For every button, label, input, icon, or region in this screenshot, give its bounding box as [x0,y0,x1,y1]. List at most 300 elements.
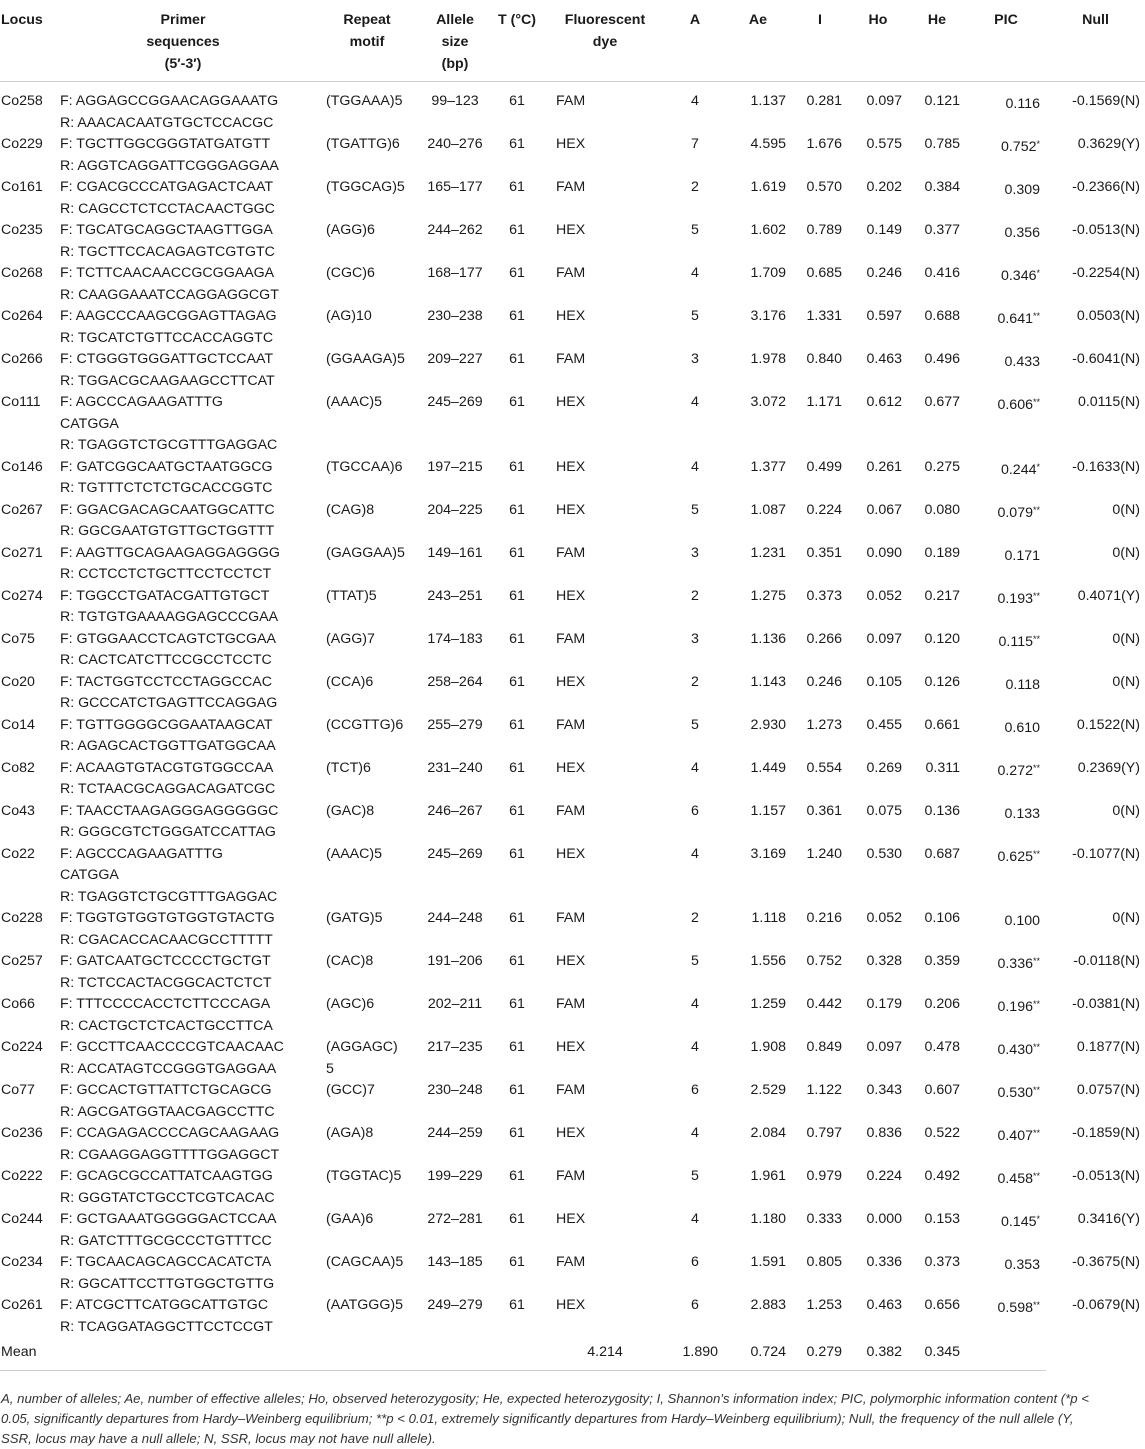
locus-cell: Co266 [1,351,43,367]
header-he: He [908,0,966,82]
primer-line: F: TACTGGTCCTCCTAGGCCAC [60,673,273,690]
null-allele-cell: 0.1522(N) [1076,716,1140,733]
primer-line: R: GGGTATCTGCCTCGTCACAC [60,1189,275,1206]
primer-cell [52,349,314,392]
motif-line: (GAGGAA)5 [326,544,405,561]
header-ho: Ho [848,0,908,82]
i-cell: 0.224 [806,501,842,518]
ho-cell: 0.530 [866,845,902,862]
motif-line: (TGGTAC)5 [326,1168,402,1184]
table-row [0,263,1145,306]
pic-value: 0.145 [1000,1214,1037,1230]
primer-cell [52,543,314,586]
a-cell: 7 [691,136,699,152]
empty-cell [52,1338,314,1370]
table-row [0,543,1145,586]
primer-cell [52,1295,314,1338]
null-allele-cell: 0(N) [1112,802,1140,819]
primer-line: F: GGACGACAGCAATGGCATTC [60,501,275,518]
ae-cell: 3.072 [750,394,786,410]
significance-marker: * [1036,461,1040,472]
table-row [0,220,1145,263]
primer-line: R: CAAGGAAATCCAGGAGGCGT [60,286,279,303]
locus-cell: Co236 [1,1125,43,1141]
header-temp: T (°C) [490,0,544,82]
pic-cell [966,1123,1046,1166]
dye-cell: FAM [556,630,586,647]
motif-cell [314,392,420,457]
primer-cell [52,672,314,715]
primer-line: F: TGCTTGGCGGGTATGATGTT [60,136,271,152]
ae-cell: 1.275 [750,587,786,604]
primer-line: F: AGCCCAGAAGATTTG [60,845,223,862]
a-cell: 4 [691,1125,699,1141]
motif-line: (TTAT)5 [326,587,377,604]
null-allele-cell: -0.0513(N) [1072,222,1140,238]
primer-line: F: TGTTGGGGCGGAATAAGCAT [60,716,273,733]
pic-cell [966,672,1046,715]
he-cell: 0.384 [924,179,960,195]
locus-cell: Co146 [1,458,43,475]
he-cell: 0.522 [924,1125,960,1141]
he-cell: 0.206 [924,996,960,1012]
locus-cell: Co75 [1,630,35,647]
header-motif [314,0,420,82]
header-null: Null [1046,0,1145,82]
pic-value: 0.244 [1000,461,1037,478]
primer-line: R: TCAGGATAGGCTTCCTCCGT [60,1318,273,1335]
ho-cell: 0.000 [866,1211,902,1227]
pic-value: 0.118 [1005,676,1040,693]
primer-cell [52,629,314,672]
temperature-cell: 61 [509,587,525,604]
i-cell: 0.266 [806,630,842,647]
ae-cell: 1.377 [750,458,786,475]
pic-cell [966,1209,1046,1252]
header-dye-line: dye [592,34,618,50]
he-cell: 0.687 [924,845,960,862]
motif-line: (TGATTG)6 [326,136,400,152]
motif-cell [314,844,420,909]
locus-cell: Co261 [1,1297,43,1313]
primer-cell [52,844,314,909]
ae-cell: 2.930 [750,716,786,733]
locus-cell: Co264 [1,308,43,324]
a-cell: 5 [691,308,699,324]
table-row [0,715,1145,758]
primer-line: R: TCTCCACTACGGCACTCTCT [60,974,272,991]
dye-cell: HEX [556,1125,586,1141]
header-primer-line: sequences [146,34,220,50]
allele-size-cell: 199–229 [427,1168,483,1184]
table-row [0,1252,1145,1295]
locus-cell: Co229 [1,136,43,152]
ae-cell: 1.978 [750,351,786,367]
primer-line: R: TGCTTCCACAGAGTCGTGTC [60,243,275,260]
motif-cell [314,586,420,629]
header-pic: PIC [966,0,1046,82]
dye-cell: FAM [556,716,586,733]
he-cell: 0.656 [924,1297,960,1313]
pic-value: 0.641 [997,311,1033,327]
he-cell: 0.377 [924,222,960,238]
null-allele-cell: 0.1877(N) [1076,1039,1140,1055]
mean-he: 0.382 [848,1338,908,1370]
table-row [0,349,1145,392]
null-allele-cell: -0.3675(N) [1072,1254,1140,1270]
temperature-cell: 61 [509,265,525,281]
he-cell: 0.785 [924,136,960,152]
i-cell: 0.570 [806,179,842,195]
he-cell: 0.492 [924,1168,960,1184]
temperature-cell: 61 [509,716,525,733]
primer-line: R: TGTTTCTCTCTGCACCGGTC [60,480,273,496]
primer-line: R: TGTGTGAAAAGGAGCCCGAA [60,609,279,625]
i-cell: 1.122 [806,1082,842,1098]
primer-cell [52,500,314,543]
table-row [0,134,1145,177]
primer-line: R: CCTCCTCTGCTTCCTCCTCT [60,566,272,582]
temperature-cell: 61 [509,1211,525,1227]
pic-cell [966,457,1046,500]
i-cell: 0.361 [806,802,842,819]
temperature-cell: 61 [509,1039,525,1055]
motif-cell [314,306,420,349]
null-allele-cell: 0.3416(Y) [1077,1211,1140,1227]
motif-cell [314,457,420,500]
a-cell: 3 [691,630,699,647]
ae-cell: 3.169 [750,845,786,862]
temperature-cell: 61 [509,1125,525,1141]
pic-value: 0.100 [1004,913,1040,929]
temperature-cell: 61 [509,845,525,862]
ae-cell: 1.556 [750,953,786,969]
header-size-line: size [441,34,469,50]
allele-size-cell: 244–259 [427,1125,483,1141]
pic-cell [966,758,1046,801]
temperature-cell: 61 [509,501,525,518]
mean-i: 0.724 [724,1338,792,1370]
a-cell: 6 [691,1254,699,1270]
ae-cell: 2.883 [750,1297,786,1313]
ho-cell: 0.202 [866,179,902,195]
dye-cell: FAM [556,544,586,561]
ae-cell: 1.709 [750,265,786,281]
table-row [0,951,1145,994]
significance-marker: ** [1032,1300,1040,1310]
primer-line: R: CGACACCACAACGCCTTTTT [60,931,273,948]
primer-line: F: AGGAGCCGGAACAGGAAATG [60,93,279,109]
allele-size-cell: 272–281 [427,1211,483,1227]
he-cell: 0.359 [924,953,960,969]
primer-line: F: GTGGAACCTCAGTCTGCGAA [60,630,276,647]
motif-line: (GATG)5 [326,910,383,926]
ho-cell: 0.246 [866,265,902,281]
pic-cell [966,1080,1046,1123]
significance-marker: ** [1032,311,1040,321]
primer-line: F: TAACCTAAGAGGGAGGGGGC [60,802,279,819]
pic-value: 0.336 [997,956,1033,972]
allele-size-cell: 249–279 [427,1297,483,1313]
dye-cell: HEX [556,458,586,475]
null-allele-cell: -0.0118(N) [1073,953,1140,969]
motif-line: (GAA)6 [326,1211,374,1227]
null-allele-cell: -0.1569(N) [1072,93,1140,109]
primer-line: F: TGCATGCAGGCTAAGTTGGA [60,222,273,238]
significance-marker: ** [1032,633,1040,644]
allele-size-cell: 230–238 [427,308,483,324]
empty-cell [420,1338,490,1370]
null-allele-cell: -0.2254(N) [1072,265,1140,281]
i-cell: 0.979 [806,1168,842,1184]
allele-size-cell: 143–185 [427,1254,483,1270]
null-allele-cell: 0(N) [1112,673,1140,690]
i-cell: 0.246 [806,673,842,690]
table-row [0,306,1145,349]
ho-cell: 0.075 [866,802,902,819]
dye-cell: FAM [556,1254,586,1270]
temperature-cell: 61 [509,1168,525,1184]
header-size [420,0,490,82]
motif-cell [314,82,420,135]
primer-line: R: GCCCATCTGAGTTCCAGGAG [60,695,278,711]
motif-cell [314,908,420,951]
ho-cell: 0.455 [866,716,902,733]
dye-cell: HEX [556,136,586,152]
motif-cell [314,672,420,715]
pic-value: 0.530 [997,1085,1033,1101]
he-cell: 0.275 [924,458,960,475]
he-cell: 0.416 [924,265,960,281]
primer-line: F: GCAGCGCCATTATCAAGTGG [60,1168,273,1184]
header-a: A [666,0,724,82]
mean-ho: 0.279 [792,1338,848,1370]
dye-cell: FAM [556,351,586,367]
pic-cell [966,1295,1046,1338]
table-row [0,672,1145,715]
motif-cell [314,1209,420,1252]
table-row [0,177,1145,220]
locus-cell: Co234 [1,1254,43,1270]
header-motif-line: Repeat [343,12,391,28]
primer-line: R: CACTCATCTTCCGCCTCCTC [60,652,272,668]
motif-cell [314,1080,420,1123]
null-allele-cell: 0.0757(N) [1076,1082,1140,1098]
primer-line: F: CCAGAGACCCCAGCAAGAAG [60,1125,280,1141]
primer-line: R: AGGTCAGGATTCGGGAGGAA [60,157,279,174]
motif-line: (AGGAGC) [326,1039,398,1055]
he-cell: 0.607 [924,1082,960,1098]
he-cell: 0.120 [924,630,960,647]
a-cell: 4 [691,845,699,862]
null-allele-cell: 0(N) [1112,910,1140,926]
a-cell: 6 [691,1082,699,1098]
primer-cell [52,1209,314,1252]
pic-value: 0.133 [1004,805,1040,822]
table-row [0,994,1145,1037]
motif-cell [314,1166,420,1209]
a-cell: 4 [691,93,699,109]
primer-line: R: TGGACGCAAGAAGCCTTCAT [60,372,275,389]
ae-cell: 3.176 [750,308,786,324]
ho-cell: 0.343 [866,1082,902,1098]
significance-marker: ** [1032,397,1040,407]
dye-cell: HEX [556,501,586,518]
table-row [0,82,1145,135]
null-allele-cell: 0(N) [1112,630,1140,647]
primer-line: F: TGGCCTGATACGATTGTGCT [60,587,270,604]
a-cell: 4 [691,265,699,281]
ho-cell: 0.179 [866,996,902,1012]
footnote-line: 0.05, significantly departures from Hardy–Weinberg equilibrium; **p < 0.01, extremely significantly departures from Hardy–Weinberg equilibrium); Null, the frequency of the null allele (Y, [1,1411,1074,1426]
pic-cell [966,82,1046,135]
pic-cell [966,908,1046,951]
pic-value: 0.353 [1004,1257,1040,1273]
header-primer-line: Primer [160,12,206,28]
locus-cell: Co161 [1,179,43,195]
significance-marker: ** [1032,999,1040,1009]
primer-cell [52,177,314,220]
i-cell: 0.752 [806,953,842,969]
i-cell: 0.554 [806,759,842,776]
ae-cell: 1.157 [750,802,786,819]
a-cell: 5 [691,501,699,518]
primer-cell [52,1080,314,1123]
ho-cell: 0.097 [866,630,902,647]
temperature-cell: 61 [509,910,525,926]
locus-cell: Co224 [1,1039,43,1055]
ho-cell: 0.149 [866,222,902,238]
significance-marker: ** [1032,1085,1040,1095]
he-cell: 0.153 [924,1211,960,1227]
ae-cell: 1.136 [750,630,786,647]
dye-cell: HEX [556,759,586,776]
header-primer-line: (5′-3′) [164,56,202,72]
locus-cell: Co274 [1,587,43,604]
locus-cell: Co267 [1,501,43,518]
dye-cell: FAM [556,910,586,926]
pic-cell [966,715,1046,758]
table-row [0,844,1145,909]
primer-cell [52,586,314,629]
pic-cell [966,629,1046,672]
primer-line: R: GGCGAATGTGTTGCTGGTTT [60,523,275,539]
dye-cell: HEX [556,308,586,324]
ae-cell: 2.084 [750,1125,786,1141]
locus-cell: Co235 [1,222,43,238]
primer-line: CATGGA [60,867,119,883]
locus-cell: Co14 [1,716,35,733]
allele-size-cell: 217–235 [427,1039,483,1055]
primer-cell [52,263,314,306]
primer-cell [52,1037,314,1080]
primer-line: F: ACAAGTGTACGTGTGGCCAA [60,759,274,776]
motif-cell [314,1252,420,1295]
dye-cell: HEX [556,673,586,690]
i-cell: 0.840 [806,351,842,367]
allele-size-cell: 197–215 [427,458,483,475]
header-motif-line: motif [349,34,385,50]
header-i: I [792,0,848,82]
motif-cell [314,801,420,844]
table-footnote [1,1389,1139,1449]
null-allele-cell: 0.3629(Y) [1077,136,1140,152]
i-cell: 1.676 [806,136,842,152]
locus-cell: Co22 [1,845,35,862]
dye-cell: FAM [556,802,586,819]
primer-line: F: TGCAACAGCAGCCACATCTA [60,1254,272,1270]
primer-cell [52,1252,314,1295]
primer-line: R: CAGCCTCTCCTACAACTGGC [60,200,275,217]
significance-marker: ** [1032,1128,1040,1138]
dye-cell: HEX [556,394,586,410]
temperature-cell: 61 [509,1082,525,1098]
a-cell: 4 [691,759,699,776]
he-cell: 0.106 [924,910,960,926]
significance-marker: * [1036,1214,1040,1224]
ho-cell: 0.052 [866,587,902,604]
motif-cell [314,629,420,672]
temperature-cell: 61 [509,802,525,819]
a-cell: 4 [691,1211,699,1227]
pic-value: 0.196 [997,999,1033,1015]
null-allele-cell: -0.1077(N) [1072,845,1140,862]
motif-cell [314,1295,420,1338]
primer-cell [52,994,314,1037]
ho-cell: 0.090 [866,544,902,561]
dye-cell: FAM [556,1082,586,1098]
temperature-cell: 61 [509,1297,525,1313]
table-row [0,586,1145,629]
primer-line: R: GGCATTCCTTGTGGCTGTTG [60,1275,275,1292]
temperature-cell: 61 [509,308,525,324]
null-allele-cell: 0.0503(N) [1076,308,1140,324]
he-cell: 0.496 [924,351,960,367]
temperature-cell: 61 [509,673,525,690]
pic-value: 0.193 [997,590,1033,607]
motif-line: (TGCCAA)6 [326,458,403,475]
allele-size-cell: 243–251 [427,587,483,604]
i-cell: 1.273 [806,716,842,733]
locus-cell: Co66 [1,996,35,1012]
significance-marker: ** [1032,956,1040,966]
primer-line: F: GATCGGCAATGCTAATGGCG [60,458,273,475]
pic-value: 0.116 [1005,96,1040,112]
table-row [0,908,1145,951]
allele-size-cell: 99–123 [431,93,479,109]
motif-cell [314,758,420,801]
ae-cell: 1.143 [750,673,786,690]
dye-cell: HEX [556,1039,586,1055]
null-allele-cell: 0(N) [1112,501,1140,518]
pic-value: 0.272 [997,762,1033,779]
header-ae: Ae [724,0,792,82]
temperature-cell: 61 [509,630,525,647]
allele-size-cell: 244–262 [427,222,483,238]
motif-line: 5 [326,1060,334,1077]
table-row [0,629,1145,672]
temperature-cell: 61 [509,394,525,410]
dye-cell: HEX [556,953,586,969]
header-dye [544,0,666,82]
primer-line: F: ATCGCTTCATGGCATTGTGC [60,1297,269,1313]
primer-line: R: GATCTTTGCGCCCTGTTTCC [60,1232,272,1249]
ho-cell: 0.328 [866,953,902,969]
ae-cell: 1.259 [750,996,786,1012]
empty-cell [490,1338,544,1370]
allele-size-cell: 245–269 [427,394,483,410]
motif-line: (AGG)7 [326,630,375,647]
